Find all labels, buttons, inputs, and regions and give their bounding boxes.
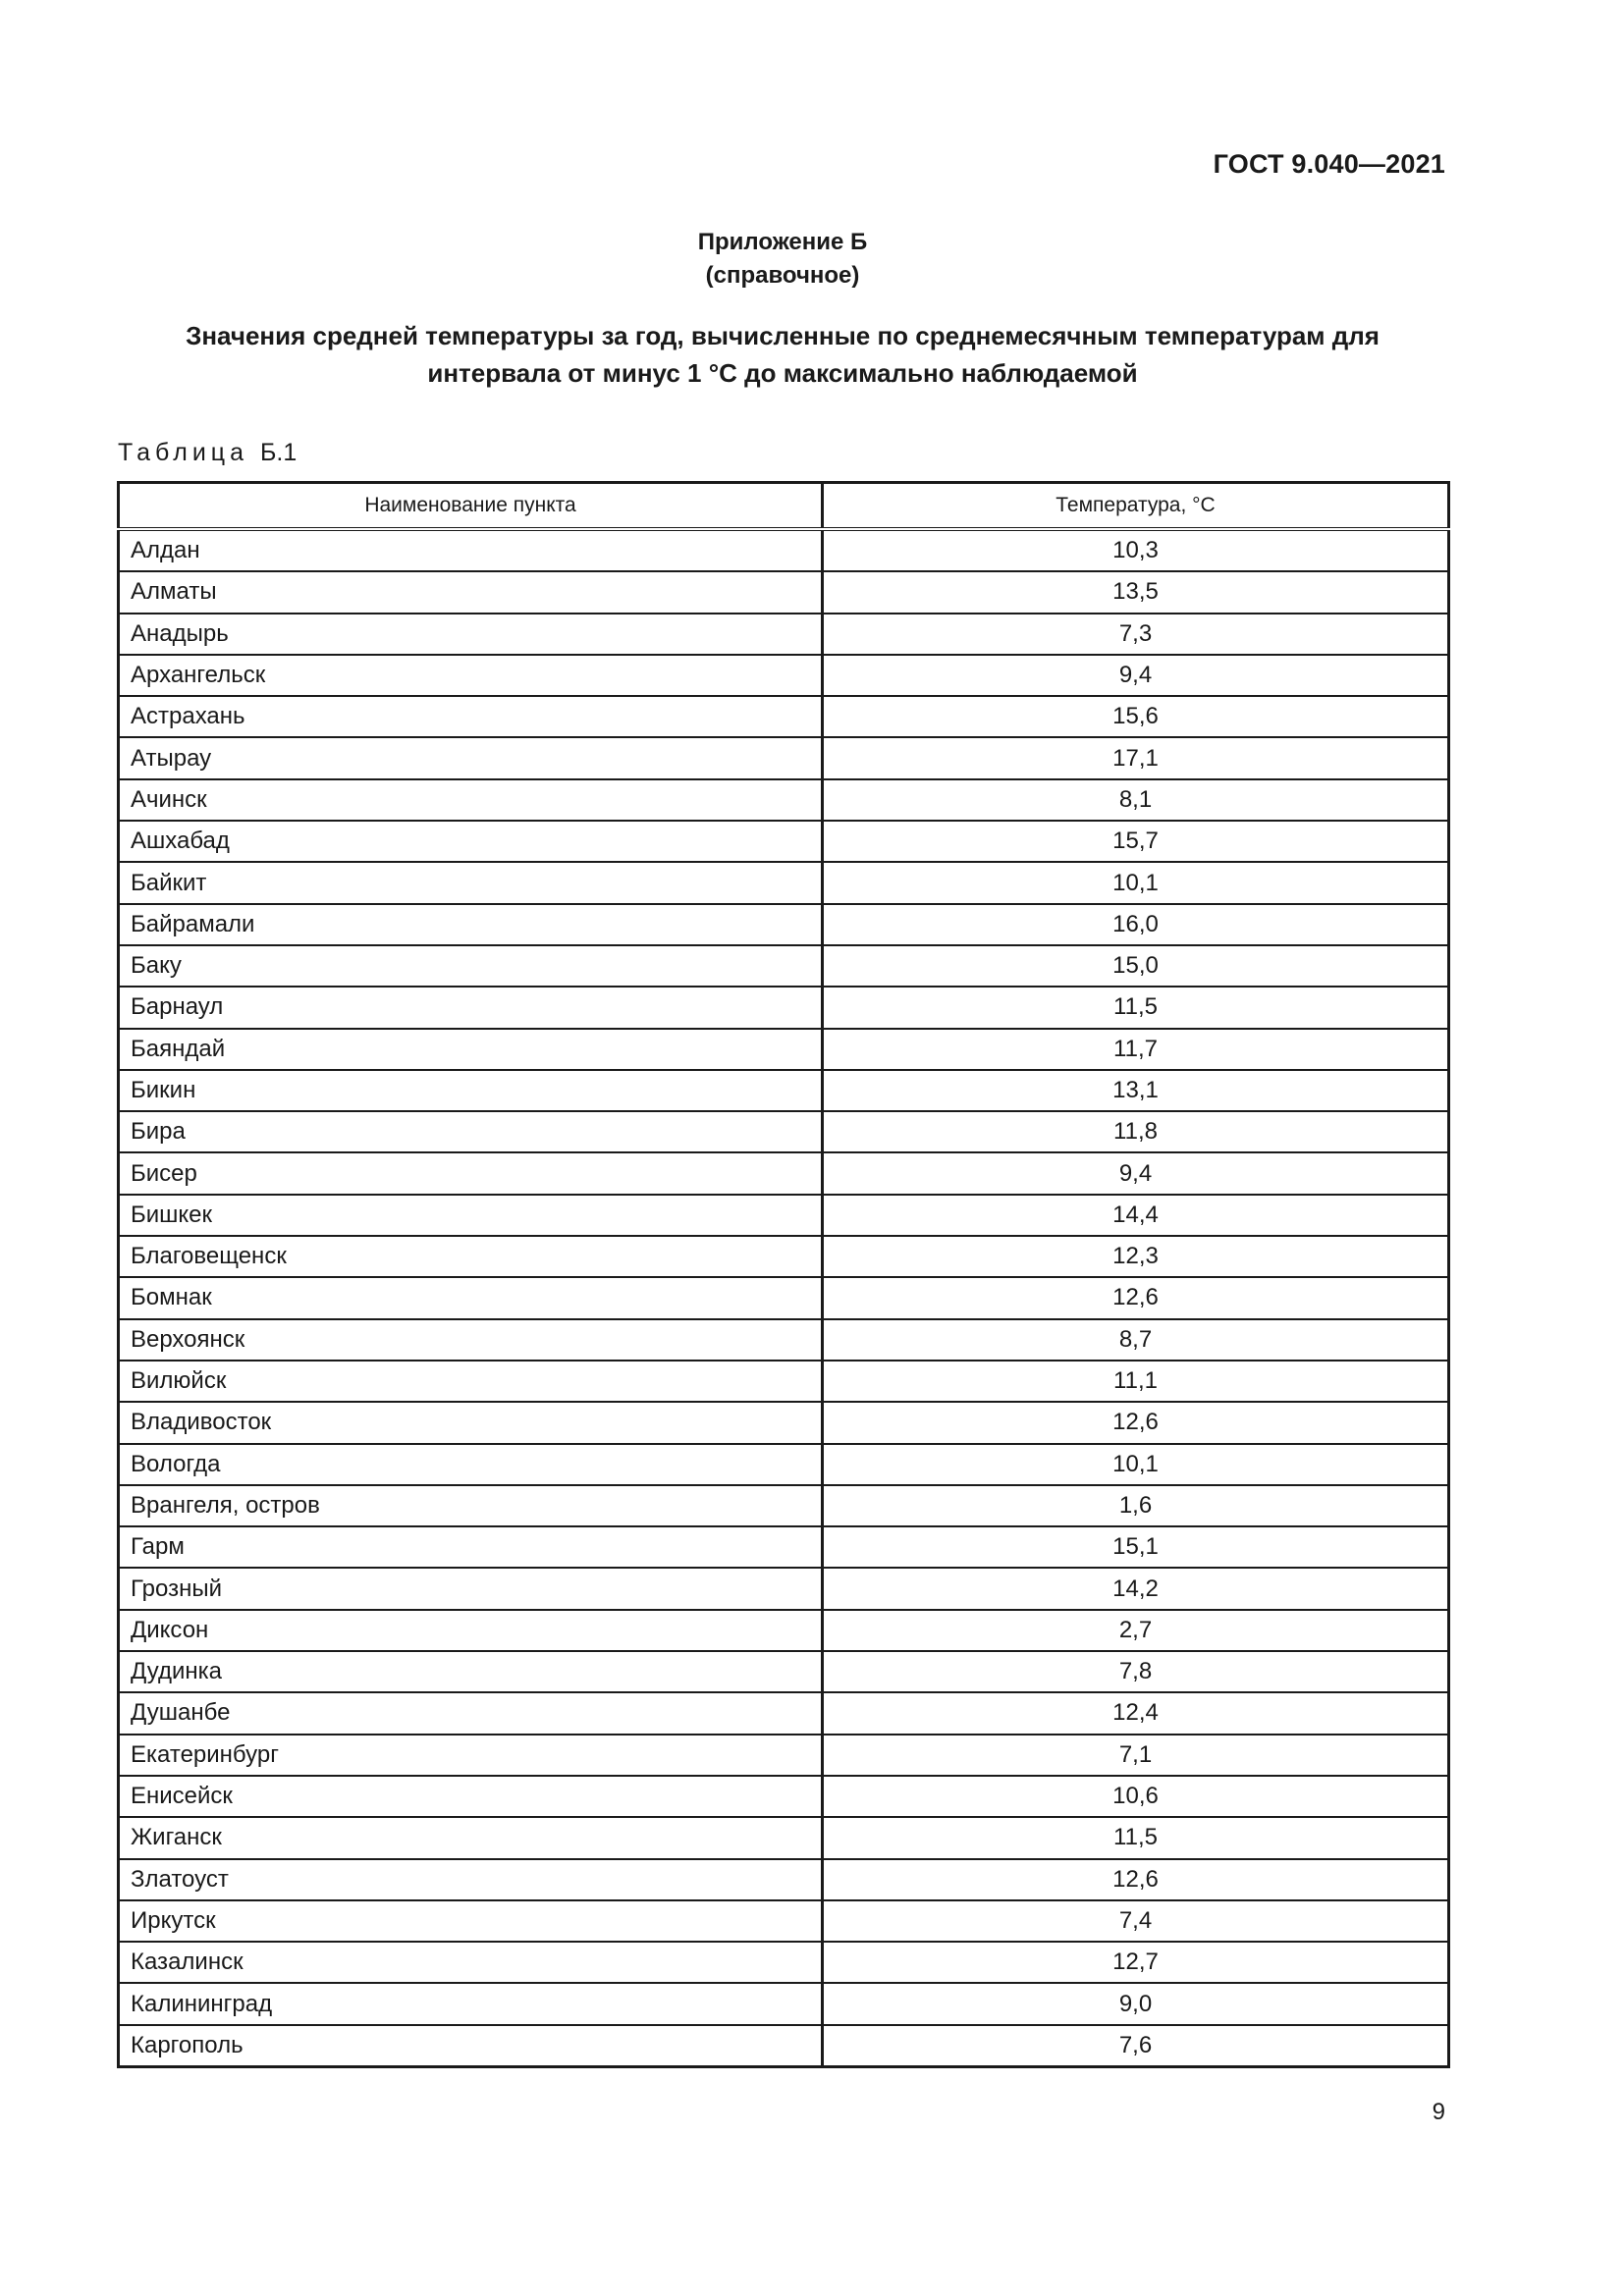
location-name-cell: Ашхабад [119,821,823,862]
table-row [119,1319,1449,1361]
table-row [119,1526,1449,1568]
temperature-value-cell: 12,7 [823,1942,1449,1983]
table-row [119,904,1449,945]
location-name-cell: Грозный [119,1568,823,1609]
table-row [119,1859,1449,1900]
temperature-value-cell: 2,7 [823,1610,1449,1651]
table-row [119,1444,1449,1485]
table-row [119,1277,1449,1318]
temperature-value-cell: 7,6 [823,2025,1449,2067]
temperature-value-cell: 10,6 [823,1776,1449,1817]
table-row [119,1776,1449,1817]
column-header-temperature: Температура, °С [823,483,1449,530]
temperature-value-cell: 10,1 [823,1444,1449,1485]
location-name-cell: Атырау [119,737,823,778]
table-row [119,1900,1449,1942]
table-row [119,737,1449,778]
location-name-cell: Благовещенск [119,1236,823,1277]
temperature-value-cell: 14,4 [823,1195,1449,1236]
table-row [119,1111,1449,1152]
table-row [119,987,1449,1028]
location-name-cell: Казалинск [119,1942,823,1983]
location-name-cell: Жиганск [119,1817,823,1858]
location-name-cell: Бомнак [119,1277,823,1318]
location-name-cell: Бира [119,1111,823,1152]
table-row [119,1029,1449,1070]
location-name-cell: Астрахань [119,696,823,737]
table-caption-number: Б.1 [259,439,298,466]
location-name-cell: Байкит [119,862,823,903]
temperature-value-cell: 9,0 [823,1983,1449,2024]
temperature-value-cell: 15,6 [823,696,1449,737]
table-row [119,1568,1449,1609]
table-row [119,1651,1449,1692]
temperature-value-cell: 11,7 [823,1029,1449,1070]
table-row [119,1817,1449,1858]
location-name-cell: Дудинка [119,1651,823,1692]
temperature-value-cell: 11,5 [823,1817,1449,1858]
temperature-value-cell: 12,3 [823,1236,1449,1277]
location-name-cell: Бикин [119,1070,823,1111]
location-name-cell: Владивосток [119,1402,823,1443]
appendix-label: Приложение Б [697,229,868,255]
temperature-value-cell: 11,5 [823,987,1449,1028]
location-name-cell: Иркутск [119,1900,823,1942]
temperature-value-cell: 17,1 [823,737,1449,778]
location-name-cell: Баку [119,945,823,987]
temperature-value-cell: 10,3 [823,529,1449,571]
temperature-value-cell: 10,1 [823,862,1449,903]
appendix-heading [0,226,1565,293]
temperature-value-cell: 15,1 [823,1526,1449,1568]
location-name-cell: Златоуст [119,1859,823,1900]
table-row [119,2025,1449,2067]
title-line-2: интервала от минус 1 °С до максимально наблюдаемой [427,358,1138,388]
location-name-cell: Бисер [119,1152,823,1194]
location-name-cell: Врангеля, остров [119,1485,823,1526]
location-name-cell: Калининград [119,1983,823,2024]
document-title [118,317,1447,392]
temperature-value-cell: 12,6 [823,1859,1449,1900]
table-row [119,655,1449,696]
column-header-location: Наименование пункта [119,483,823,530]
location-name-cell: Верхоянск [119,1319,823,1361]
table-row [119,821,1449,862]
location-name-cell: Диксон [119,1610,823,1651]
temperature-value-cell: 12,4 [823,1692,1449,1734]
table-header-row [119,483,1449,530]
table-row [119,945,1449,987]
temperature-value-cell: 7,8 [823,1651,1449,1692]
temperature-table [117,481,1450,2068]
table-row [119,1942,1449,1983]
location-name-cell: Гарм [119,1526,823,1568]
table-row [119,1692,1449,1734]
table-row [119,1402,1449,1443]
temperature-value-cell: 8,1 [823,779,1449,821]
location-name-cell: Байрамали [119,904,823,945]
location-name-cell: Екатеринбург [119,1735,823,1776]
table-row [119,1236,1449,1277]
appendix-type: (справочное) [705,262,860,289]
location-name-cell: Алдан [119,529,823,571]
location-name-cell: Ачинск [119,779,823,821]
table-row [119,1361,1449,1402]
location-name-cell: Бишкек [119,1195,823,1236]
location-name-cell: Душанбе [119,1692,823,1734]
location-name-cell: Вилюйск [119,1361,823,1402]
table-row [119,1735,1449,1776]
table-row [119,614,1449,655]
location-name-cell: Барнаул [119,987,823,1028]
temperature-value-cell: 11,1 [823,1361,1449,1402]
table-caption-word: Таблица [118,439,249,466]
table-row [119,1983,1449,2024]
temperature-value-cell: 9,4 [823,655,1449,696]
table-caption [118,439,297,467]
location-name-cell: Анадырь [119,614,823,655]
table-row [119,779,1449,821]
location-name-cell: Енисейск [119,1776,823,1817]
table-row [119,1485,1449,1526]
table-row [119,862,1449,903]
table-row [119,696,1449,737]
temperature-value-cell: 13,1 [823,1070,1449,1111]
temperature-value-cell: 14,2 [823,1568,1449,1609]
table-row [119,529,1449,571]
table-row [119,571,1449,613]
temperature-value-cell: 7,3 [823,614,1449,655]
table-row [119,1195,1449,1236]
location-name-cell: Вологда [119,1444,823,1485]
location-name-cell: Алматы [119,571,823,613]
table-row [119,1070,1449,1111]
temperature-value-cell: 7,4 [823,1900,1449,1942]
title-line-1: Значения средней температуры за год, вычисленные по среднемесячным температурам для [186,321,1380,350]
temperature-value-cell: 15,0 [823,945,1449,987]
table-row [119,1610,1449,1651]
temperature-value-cell: 9,4 [823,1152,1449,1194]
temperature-value-cell: 11,8 [823,1111,1449,1152]
table-row [119,1152,1449,1194]
location-name-cell: Каргополь [119,2025,823,2067]
location-name-cell: Архангельск [119,655,823,696]
standard-number: ГОСТ 9.040—2021 [1213,149,1445,179]
temperature-value-cell: 1,6 [823,1485,1449,1526]
temperature-value-cell: 15,7 [823,821,1449,862]
temperature-value-cell: 12,6 [823,1402,1449,1443]
temperature-value-cell: 7,1 [823,1735,1449,1776]
temperature-value-cell: 12,6 [823,1277,1449,1318]
temperature-value-cell: 13,5 [823,571,1449,613]
location-name-cell: Баяндай [119,1029,823,1070]
temperature-value-cell: 16,0 [823,904,1449,945]
page-number: 9 [1432,2099,1445,2125]
temperature-value-cell: 8,7 [823,1319,1449,1361]
table-body [119,529,1449,2066]
